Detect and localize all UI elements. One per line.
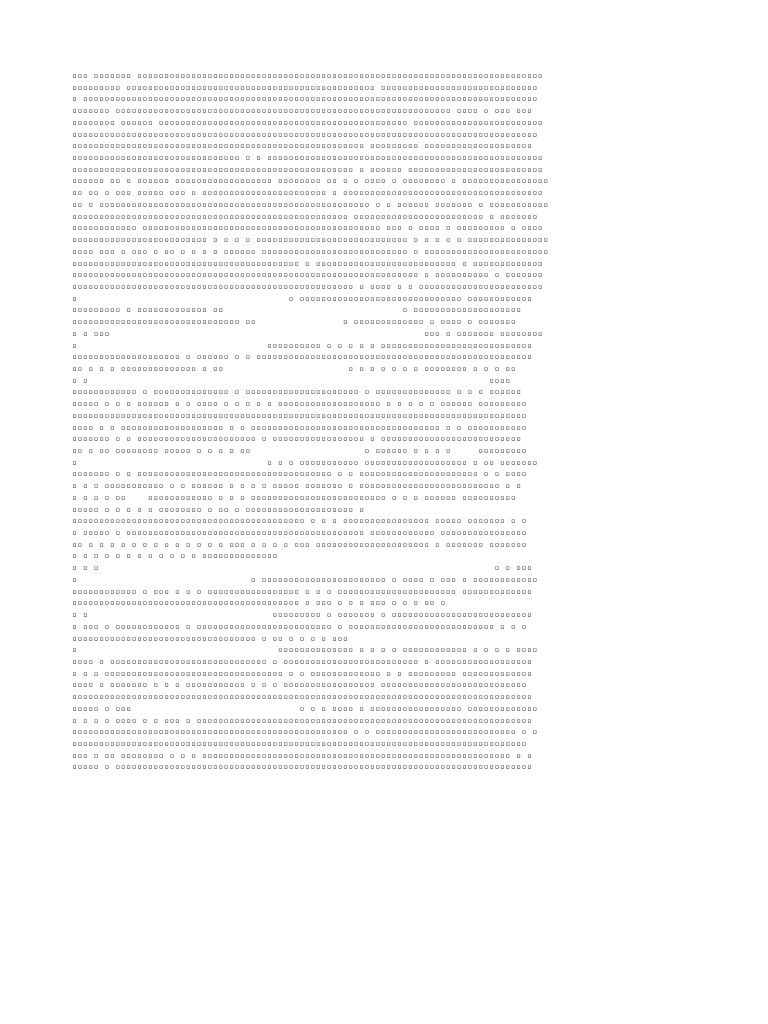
text-line: ▫▫ ▫▫ ▫ ▫▫▫ ▫▫▫▫▫ ▫▫▫ ▫ ▫▫▫▫▫▫▫▫▫▫▫▫▫▫▫▫▫▫▫▫▫▫▫ ▫ ▫▫▫▫▫▫▫▫▫▫▫▫▫▫▫▫▫▫▫▫▫▫▫▫▫▫▫▫▫▫▫▫▫▫▫▫▫	[72, 188, 544, 198]
text-line: ▫▫▫▫▫▫▫▫▫▫▫▫▫▫▫▫▫▫▫▫▫▫▫▫▫▫▫▫▫▫▫▫▫▫▫▫▫▫▫▫▫▫▫▫▫▫▫▫▫▫▫▫ ▫ ▫▫▫▫▫▫ ▫▫▫▫▫▫▫▫▫▫▫▫▫▫▫▫▫▫▫▫▫▫▫▫▫	[72, 164, 544, 174]
text-line: ▫ ▫ ▫▫▫ ▫▫▫ ▫ ▫▫▫▫▫▫▫ ▫▫▫▫▫▫▫▫	[72, 328, 544, 338]
text-line: ▫ ▫ ▫▫▫▫▫▫▫▫▫▫▫▫▫▫▫▫▫▫▫▫▫▫▫▫▫▫▫▫▫▫ ▫▫▫▫▫▫▫▫▫▫▫▫	[72, 293, 533, 303]
text-line: ▫▫▫▫▫▫▫▫▫▫▫▫▫▫▫▫▫▫▫▫▫▫▫▫▫▫▫▫▫▫▫▫▫▫▫▫▫▫▫▫▫▫▫▫▫▫▫▫▫▫▫▫▫▫▫▫▫▫▫▫▫▫▫▫▫▫▫▫▫▫▫▫▫▫▫▫▫▫▫▫▫▫▫▫▫	[72, 692, 533, 702]
text-line: ▫▫▫▫▫▫▫ ▫▫▫▫▫▫▫▫▫▫▫▫▫▫▫▫▫▫▫▫▫▫▫▫▫▫▫▫▫▫▫▫▫▫▫▫▫▫▫▫▫▫▫▫▫▫▫▫▫▫▫▫▫▫▫▫▫▫▫▫▫▫ ▫▫▫▫ ▫ ▫▫▫ ▫▫▫	[72, 106, 533, 116]
text-line: ▫▫▫▫▫▫▫▫▫▫▫▫▫▫▫▫▫▫▫▫▫▫▫▫▫▫▫▫▫▫▫▫▫▫▫▫▫▫▫▫▫▫▫▫▫▫▫▫▫▫▫▫▫▫▫▫▫▫▫▫▫▫▫▫▫▫▫▫▫▫▫▫▫▫▫▫▫▫▫▫▫▫▫▫	[72, 738, 527, 748]
text-line: ▫▫▫▫▫ ▫ ▫▫▫ ▫ ▫ ▫ ▫▫▫▫ ▫ ▫▫▫▫▫▫▫▫▫▫▫▫▫▫▫▫▫ ▫▫▫▫▫▫▫▫▫▫▫▫▫	[72, 703, 538, 713]
text-line: ▫▫ ▫ ▫ ▫ ▫▫▫▫▫▫▫▫▫▫▫▫▫▫ ▫ ▫▫ ▫ ▫ ▫ ▫ ▫ ▫ ▫ ▫▫▫▫▫▫▫▫ ▫ ▫ ▫ ▫▫	[72, 363, 517, 373]
text-line: ▫▫▫▫▫▫▫▫▫ ▫ ▫▫▫▫▫▫▫▫▫▫▫▫▫ ▫▫ ▫ ▫▫▫▫▫▫▫▫▫▫▫▫▫▫▫▫▫▫▫▫	[72, 305, 522, 315]
text-line: ▫▫▫ ▫ ▫▫ ▫▫▫▫▫▫▫▫ ▫ ▫ ▫ ▫▫▫▫▫▫▫▫▫▫▫▫▫▫▫▫▫▫▫▫▫▫▫▫▫▫▫▫▫▫▫▫▫▫▫▫▫▫▫▫▫▫▫▫▫▫▫▫▫▫▫▫▫▫▫▫▫ ▫ ▫	[72, 750, 533, 760]
text-line: ▫▫▫▫▫▫▫▫▫▫▫▫▫▫▫▫▫▫▫▫▫▫▫▫▫▫▫▫▫▫▫▫▫▫▫▫▫▫▫▫▫▫▫▫▫▫▫▫▫▫▫▫▫▫▫▫▫▫▫▫▫▫▫▫ ▫ ▫▫▫▫▫▫▫▫▫▫ ▫ ▫▫▫▫▫▫▫	[72, 270, 544, 280]
text-line: ▫▫▫▫▫▫▫▫▫▫▫▫▫▫▫▫▫▫▫▫▫▫▫▫▫▫▫▫▫▫▫▫▫▫▫▫▫▫▫▫▫▫▫▫▫▫▫▫▫▫▫ ▫▫▫▫▫▫▫▫▫▫▫▫▫▫▫▫▫▫▫▫▫▫▫▫ ▫ ▫▫▫▫▫▫▫	[72, 211, 538, 221]
text-line: ▫▫▫▫▫ ▫ ▫ ▫ ▫▫▫▫▫▫ ▫ ▫ ▫▫▫▫ ▫ ▫ ▫ ▫ ▫ ▫▫▫▫▫▫▫▫▫▫▫▫▫▫▫▫▫▫▫ ▫ ▫ ▫ ▫ ▫ ▫▫▫▫▫▫ ▫▫▫▫▫▫▫▫▫	[72, 399, 527, 409]
document-page	[72, 70, 697, 950]
text-line: ▫ ▫ ▫ ▫▫▫▫▫▫▫▫▫▫▫▫▫▫▫▫▫▫▫▫▫▫▫▫▫▫▫▫▫▫▫▫▫ ▫ ▫ ▫▫▫▫▫▫▫▫▫▫▫▫▫ ▫ ▫ ▫▫▫▫▫▫▫▫▫ ▫▫▫▫▫▫▫▫▫▫▫▫▫	[72, 668, 533, 678]
text-line: ▫▫▫▫▫▫▫▫▫▫▫▫ ▫▫▫▫▫▫▫▫▫▫▫▫▫▫▫▫▫▫▫▫▫▫▫▫▫▫▫▫▫▫▫▫▫▫▫▫▫▫▫▫▫▫▫▫ ▫▫▫ ▫ ▫▫▫▫ ▫ ▫▫▫▫▫▫▫▫▫ ▫ ▫▫▫▫	[72, 223, 544, 233]
text-line: ▫ ▫ ▫ ▫ ▫▫ ▫▫▫▫▫▫▫▫▫▫▫▫ ▫ ▫ ▫ ▫▫▫▫▫▫▫▫▫▫▫▫▫▫▫▫▫▫▫▫▫▫▫▫▫ ▫ ▫ ▫ ▫▫▫▫▫▫ ▫▫▫▫▫▫▫▫▫▫	[72, 492, 517, 502]
text-line: ▫▫▫▫▫▫▫▫▫▫▫▫▫▫▫▫▫▫▫▫▫▫▫▫▫▫▫▫▫▫▫▫▫▫▫▫▫▫▫▫▫▫▫▫▫▫▫▫▫▫▫▫▫▫▫▫▫▫▫▫▫▫▫▫▫▫▫▫▫▫▫▫▫▫▫▫▫▫▫▫▫▫▫▫▫▫	[72, 129, 538, 139]
text-line: ▫▫▫▫▫▫▫▫▫▫▫▫▫▫▫▫▫▫▫▫▫▫▫▫▫ ▫ ▫ ▫ ▫ ▫▫▫▫▫▫▫▫▫▫▫▫▫▫▫▫▫▫▫▫▫▫▫▫▫▫▫▫ ▫ ▫ ▫ ▫ ▫ ▫▫▫▫▫▫▫▫▫▫▫▫▫▫▫	[72, 235, 549, 245]
text-line: ▫ ▫▫▫▫▫▫▫▫▫▫▫▫▫▫▫▫▫▫▫▫▫▫▫▫▫▫▫▫▫▫▫▫▫▫▫▫▫▫▫▫▫▫▫▫▫▫▫▫▫▫▫▫▫▫▫▫▫▫▫▫▫▫▫▫▫▫▫▫▫▫▫▫▫▫▫▫▫▫▫▫▫▫▫▫	[72, 94, 538, 104]
text-line: ▫▫▫▫▫▫▫▫▫▫▫▫▫▫▫▫▫▫▫▫▫▫▫▫▫▫▫▫▫▫▫▫▫▫▫▫▫▫▫▫▫▫▫▫▫▫▫▫▫▫▫▫▫▫ ▫▫▫▫▫▫▫▫▫ ▫▫▫▫▫▫▫▫▫▫▫▫▫▫▫▫▫▫▫▫	[72, 141, 533, 151]
text-line: ▫▫ ▫ ▫▫▫▫▫▫▫▫▫▫▫▫▫▫▫▫▫▫▫▫▫▫▫▫▫▫▫▫▫▫▫▫▫▫▫▫▫▫▫▫▫▫▫▫▫▫▫▫▫▫ ▫ ▫ ▫▫▫▫▫▫ ▫▫▫▫▫▫▫ ▫ ▫▫▫▫▫▫▫▫▫▫▫	[72, 199, 549, 209]
text-line: ▫▫▫▫▫ ▫ ▫ ▫ ▫ ▫ ▫▫▫▫▫▫▫▫ ▫ ▫▫ ▫ ▫▫▫▫▫▫▫▫▫▫▫▫▫▫▫▫▫▫▫▫ ▫	[72, 504, 527, 514]
text-line: ▫▫▫▫▫▫▫▫▫▫▫▫▫▫▫▫▫▫▫▫▫▫▫▫▫▫▫▫▫▫▫▫▫▫▫▫▫▫▫▫▫▫▫ ▫ ▫ ▫ ▫▫▫▫▫▫▫▫▫▫▫▫▫▫▫▫ ▫▫▫▫▫ ▫▫▫▫▫▫▫ ▫ ▫	[72, 516, 527, 526]
text-line: ▫▫▫▫▫▫▫▫▫▫▫▫▫▫▫▫▫▫▫▫▫▫▫▫▫▫▫▫▫▫▫ ▫ ▫ ▫▫▫▫▫▫▫▫▫▫▫▫▫▫▫▫▫▫▫▫▫▫▫▫▫▫▫▫▫▫▫▫▫▫▫▫▫▫▫▫▫▫▫▫▫▫▫▫▫▫▫	[72, 153, 544, 163]
text-line: ▫▫▫▫▫▫ ▫▫ ▫ ▫▫▫▫▫▫ ▫▫▫▫▫▫▫▫▫▫▫▫▫▫▫▫▫▫ ▫▫▫▫▫▫▫▫ ▫▫ ▫ ▫ ▫▫▫▫ ▫ ▫▫▫▫▫▫▫▫ ▫ ▫▫▫▫▫▫▫▫▫▫▫▫▫▫▫▫	[72, 176, 549, 186]
text-line: ▫ ▫▫▫▫▫ ▫ ▫▫▫▫▫▫▫▫▫▫▫▫▫▫▫▫▫▫▫▫▫▫▫▫▫▫▫▫▫▫▫▫▫▫▫▫▫▫▫▫▫▫▫▫ ▫▫▫▫▫▫▫▫▫▫▫▫ ▫▫▫▫▫▫▫▫▫▫▫▫▫▫▫▫	[72, 528, 527, 538]
text-line: ▫▫▫▫▫▫▫▫▫▫▫▫▫▫▫▫▫▫▫▫▫▫▫▫▫▫▫▫▫▫▫▫▫▫ ▫ ▫▫ ▫ ▫ ▫ ▫ ▫▫▫	[72, 633, 533, 643]
text-line: ▫ ▫ ▫ ▫ ▫ ▫ ▫ ▫ ▫ ▫ ▫ ▫ ▫▫▫▫▫▫▫▫▫▫▫▫▫▫	[72, 551, 544, 561]
text-line: ▫▫▫▫ ▫ ▫ ▫▫▫▫▫▫▫▫▫▫▫▫▫▫▫▫▫▫▫ ▫ ▫ ▫▫▫▫▫▫▫▫▫▫▫▫▫▫▫▫▫▫▫▫▫▫▫▫▫▫▫▫▫▫▫▫▫▫▫ ▫ ▫ ▫▫▫▫▫▫▫▫▫▫▫	[72, 422, 527, 432]
text-line: ▫▫▫▫▫▫▫▫▫▫▫▫▫▫▫▫▫▫▫▫▫▫▫▫▫▫▫▫▫▫▫▫▫▫▫▫▫▫▫▫▫▫▫▫▫▫▫▫▫▫▫▫ ▫ ▫▫▫▫ ▫ ▫ ▫▫▫▫▫▫▫▫▫▫▫▫▫▫▫▫▫▫▫▫▫▫▫	[72, 281, 544, 291]
text-line: ▫▫▫▫▫▫▫▫▫▫▫▫ ▫ ▫▫▫ ▫ ▫ ▫ ▫▫▫▫▫▫▫▫▫▫▫▫▫▫▫▫▫ ▫ ▫ ▫ ▫▫▫▫▫▫▫▫▫▫▫▫▫▫▫▫▫▫▫▫▫▫ ▫▫▫▫▫▫▫▫▫▫▫▫▫	[72, 586, 533, 596]
text-line: ▫▫▫▫▫▫▫▫ ▫▫▫▫▫▫ ▫▫▫▫▫▫▫▫▫▫▫▫▫▫▫▫▫▫▫▫▫▫▫▫▫▫▫▫▫▫▫▫▫▫▫▫▫▫▫▫▫▫▫▫▫▫ ▫▫▫▫▫▫▫▫▫▫▫▫▫▫▫▫▫▫▫▫▫▫▫▫	[72, 117, 544, 127]
text-line: ▫▫▫▫ ▫ ▫▫▫▫▫▫▫ ▫ ▫ ▫ ▫▫▫▫▫▫▫▫▫▫▫ ▫ ▫ ▫ ▫▫▫▫▫▫▫▫▫▫▫▫▫▫▫▫▫ ▫▫▫▫▫▫▫▫▫▫▫▫▫▫▫▫▫▫▫▫▫▫▫▫▫▫▫	[72, 680, 527, 690]
text-line: ▫▫▫▫▫▫▫▫▫▫▫▫▫▫▫▫▫▫▫▫▫▫▫▫▫▫▫▫▫▫▫▫▫▫▫▫▫▫▫▫▫▫ ▫ ▫▫▫▫▫▫▫▫▫▫▫▫▫▫▫▫▫▫▫▫▫▫▫▫▫▫ ▫ ▫▫▫▫▫▫▫▫▫▫▫▫▫	[72, 258, 544, 268]
text-line: ▫▫ ▫ ▫ ▫ ▫ ▫ ▫ ▫ ▫ ▫ ▫ ▫ ▫ ▫ ▫▫▫ ▫ ▫ ▫ ▫ ▫▫▫ ▫▫▫▫▫▫▫▫▫▫▫▫▫▫▫▫▫▫▫▫▫ ▫ ▫▫▫▫▫▫▫ ▫▫▫▫▫▫▫	[72, 539, 527, 549]
text-line: ▫▫▫▫ ▫ ▫▫▫▫▫▫▫▫▫▫▫▫▫▫▫▫▫▫▫▫▫▫▫▫▫▫▫▫▫ ▫ ▫▫▫▫▫▫▫▫▫▫▫▫▫▫▫▫▫▫▫▫▫▫▫▫▫ ▫ ▫▫▫▫▫▫▫▫▫▫▫▫▫▫▫▫▫▫	[72, 656, 533, 666]
text-line: ▫ ▫ ▫▫▫▫▫▫▫▫▫ ▫ ▫▫▫▫▫▫▫ ▫ ▫▫▫▫▫▫▫▫▫▫▫▫▫▫▫▫▫▫▫▫▫▫▫▫▫▫	[72, 610, 533, 620]
text-line: ▫ ▫ ▫ ▫ ▫▫▫▫▫▫▫▫▫▫▫ ▫▫▫▫▫▫▫▫▫▫▫▫▫▫▫▫▫▫▫ ▫ ▫▫ ▫▫▫▫▫▫▫	[72, 457, 538, 467]
text-line: ▫▫▫▫▫▫▫ ▫ ▫ ▫▫▫▫▫▫▫▫▫▫▫▫▫▫▫▫▫▫▫▫▫▫ ▫ ▫▫▫▫▫▫▫▫▫▫▫▫▫▫▫▫▫ ▫ ▫▫▫▫▫▫▫▫▫▫▫▫▫▫▫▫▫▫▫▫▫▫▫▫▫▫	[72, 434, 522, 444]
text-line: ▫▫▫▫▫▫▫▫▫▫▫▫▫▫▫▫▫▫▫▫▫▫▫▫▫▫▫▫▫▫▫ ▫▫ ▫ ▫▫▫▫▫▫▫▫▫▫▫▫▫ ▫ ▫▫▫▫ ▫ ▫▫▫▫▫▫▫	[72, 317, 517, 327]
text-line: ▫▫▫▫▫▫▫ ▫ ▫ ▫▫▫▫▫▫▫▫▫▫▫▫▫▫▫▫▫▫▫▫▫▫▫▫▫▫▫▫▫▫▫▫▫▫▫▫ ▫ ▫ ▫▫▫▫▫▫▫▫▫▫▫▫▫▫▫▫▫▫▫▫▫▫ ▫ ▫ ▫▫▫▫	[72, 469, 527, 479]
text-line: ▫ ▫▫▫▫▫▫▫▫▫▫▫▫▫▫ ▫ ▫ ▫ ▫ ▫▫▫▫▫▫▫▫▫▫▫▫ ▫ ▫ ▫ ▫ ▫▫▫▫	[72, 645, 538, 655]
text-line: ▫ ▫▫▫ ▫ ▫▫▫▫▫▫▫▫▫▫▫▫ ▫ ▫▫▫▫▫▫▫▫▫▫▫▫▫▫▫▫▫▫▫▫▫▫▫▫▫ ▫ ▫▫▫▫▫▫▫▫▫▫▫▫▫▫▫▫▫▫▫▫▫▫▫▫▫▫▫ ▫ ▫ ▫	[72, 621, 527, 631]
text-line: ▫▫▫ ▫▫▫▫▫▫▫ ▫▫▫▫▫▫▫▫▫▫▫▫▫▫▫▫▫▫▫▫▫▫▫▫▫▫▫▫▫▫▫▫▫▫▫▫▫▫▫▫▫▫▫▫▫▫▫▫▫▫▫▫▫▫▫▫▫▫▫▫▫▫▫▫▫▫▫▫▫▫▫▫▫▫▫	[72, 71, 544, 80]
text-line: ▫▫▫▫▫▫▫▫▫▫▫▫ ▫ ▫▫▫▫▫▫▫▫▫▫▫▫▫▫ ▫ ▫▫▫▫▫▫▫▫▫▫▫▫▫▫▫▫▫▫▫▫▫ ▫ ▫▫▫▫▫▫▫▫▫▫▫▫▫▫ ▫ ▫ ▫ ▫▫▫▫▫▫	[72, 387, 522, 397]
text-line: ▫▫ ▫ ▫▫ ▫▫▫▫▫▫▫▫ ▫▫▫▫▫ ▫ ▫ ▫ ▫ ▫▫ ▫ ▫▫▫▫▫▫ ▫ ▫ ▫ ▫ ▫▫▫▫▫▫▫▫▫	[72, 446, 527, 455]
text-line: ▫▫▫▫▫▫▫▫▫▫▫▫▫▫▫▫▫▫▫▫▫▫▫▫▫▫▫▫▫▫▫▫▫▫▫▫▫▫▫▫▫▫▫▫▫▫▫▫▫▫▫▫▫▫▫▫▫▫▫▫▫▫▫▫▫▫▫▫▫▫▫▫▫▫▫▫▫▫▫▫▫▫▫▫	[72, 410, 527, 420]
text-line: ▫ ▫ ▫▫▫▫▫▫▫▫▫▫▫▫▫▫▫▫▫▫▫▫▫▫▫ ▫ ▫▫▫▫ ▫ ▫▫▫ ▫ ▫▫▫▫▫▫▫▫▫▫▫▫	[72, 574, 538, 584]
text-line: ▫ ▫ ▫ ▫▫▫▫▫▫▫▫▫▫▫ ▫ ▫ ▫▫▫▫▫▫ ▫ ▫ ▫ ▫ ▫▫▫▫▫ ▫▫▫▫▫▫▫ ▫ ▫▫▫▫▫▫▫▫▫▫▫▫▫▫▫▫▫▫▫▫▫▫▫▫▫▫ ▫ ▫	[72, 481, 522, 491]
text-line: ▫ ▫ ▫ ▫ ▫▫▫▫ ▫ ▫ ▫▫▫ ▫ ▫▫▫▫▫▫▫▫▫▫▫▫▫▫▫▫▫▫▫▫▫▫▫▫▫▫▫▫▫▫▫▫▫▫▫▫▫▫▫▫▫▫▫▫▫▫▫▫▫▫▫▫▫▫▫▫▫▫▫▫▫▫	[72, 715, 533, 725]
text-line: ▫ ▫▫▫▫▫▫▫▫▫▫ ▫ ▫ ▫ ▫ ▫ ▫▫▫▫▫▫▫▫▫▫▫▫▫▫▫▫▫▫▫▫▫▫▫▫▫▫▫▫	[72, 340, 533, 350]
text-line: ▫▫▫▫▫▫▫▫▫▫▫▫▫▫▫▫▫▫▫▫▫▫▫▫▫▫▫▫▫▫▫▫▫▫▫▫▫▫▫▫▫▫▫▫▫▫▫▫▫▫▫ ▫ ▫ ▫▫▫▫▫▫▫▫▫▫▫▫▫▫▫▫▫▫▫▫▫▫▫▫▫▫ ▫ ▫	[72, 727, 538, 737]
text-line: ▫▫▫▫ ▫▫▫ ▫ ▫▫▫ ▫ ▫▫ ▫ ▫ ▫ ▫ ▫▫▫▫▫▫ ▫▫▫▫▫▫▫▫▫▫▫▫▫▫▫▫▫▫▫▫▫▫▫▫▫▫▫ ▫ ▫▫▫▫▫▫▫▫▫▫▫▫▫▫▫▫▫▫▫▫▫▫▫	[72, 246, 549, 256]
text-line: ▫▫▫▫▫ ▫ ▫▫▫▫▫▫▫▫▫▫▫▫▫▫▫▫▫▫▫▫▫▫▫▫▫▫▫▫▫▫▫▫▫▫▫▫▫▫▫▫▫▫▫▫▫▫▫▫▫▫▫▫▫▫▫▫▫▫▫▫▫▫▫▫▫▫▫▫▫▫▫▫▫▫▫▫▫	[72, 762, 533, 772]
text-line: ▫▫▫▫▫▫▫▫▫▫▫▫▫▫▫▫▫▫▫▫▫▫▫▫▫▫▫▫▫▫▫▫▫▫▫▫▫▫▫▫▫▫ ▫ ▫▫▫ ▫ ▫ ▫ ▫▫▫ ▫ ▫ ▫ ▫▫ ▫	[72, 598, 533, 608]
text-line: ▫ ▫ ▫ ▫ ▫ ▫▫▫	[72, 563, 533, 573]
text-line: ▫▫▫▫▫▫▫▫▫ ▫▫▫▫▫▫▫▫▫▫▫▫▫▫▫▫▫▫▫▫▫▫▫▫▫▫▫▫▫▫▫▫▫▫▫▫▫▫▫▫▫▫▫▫▫▫ ▫▫▫▫▫▫▫▫▫▫▫▫▫▫▫▫▫▫▫▫▫▫▫▫▫▫▫▫▫	[72, 82, 538, 92]
text-line: ▫▫▫▫▫▫▫▫▫▫▫▫▫▫▫▫▫▫▫▫ ▫ ▫▫▫▫▫▫ ▫ ▫ ▫▫▫▫▫▫▫▫▫▫▫▫▫▫▫▫▫▫▫▫▫▫▫▫▫▫▫▫▫▫▫▫▫▫▫▫▫▫▫▫▫▫▫▫▫▫▫▫▫▫▫	[72, 352, 533, 362]
text-line: ▫ ▫ ▫▫▫▫	[72, 375, 511, 385]
